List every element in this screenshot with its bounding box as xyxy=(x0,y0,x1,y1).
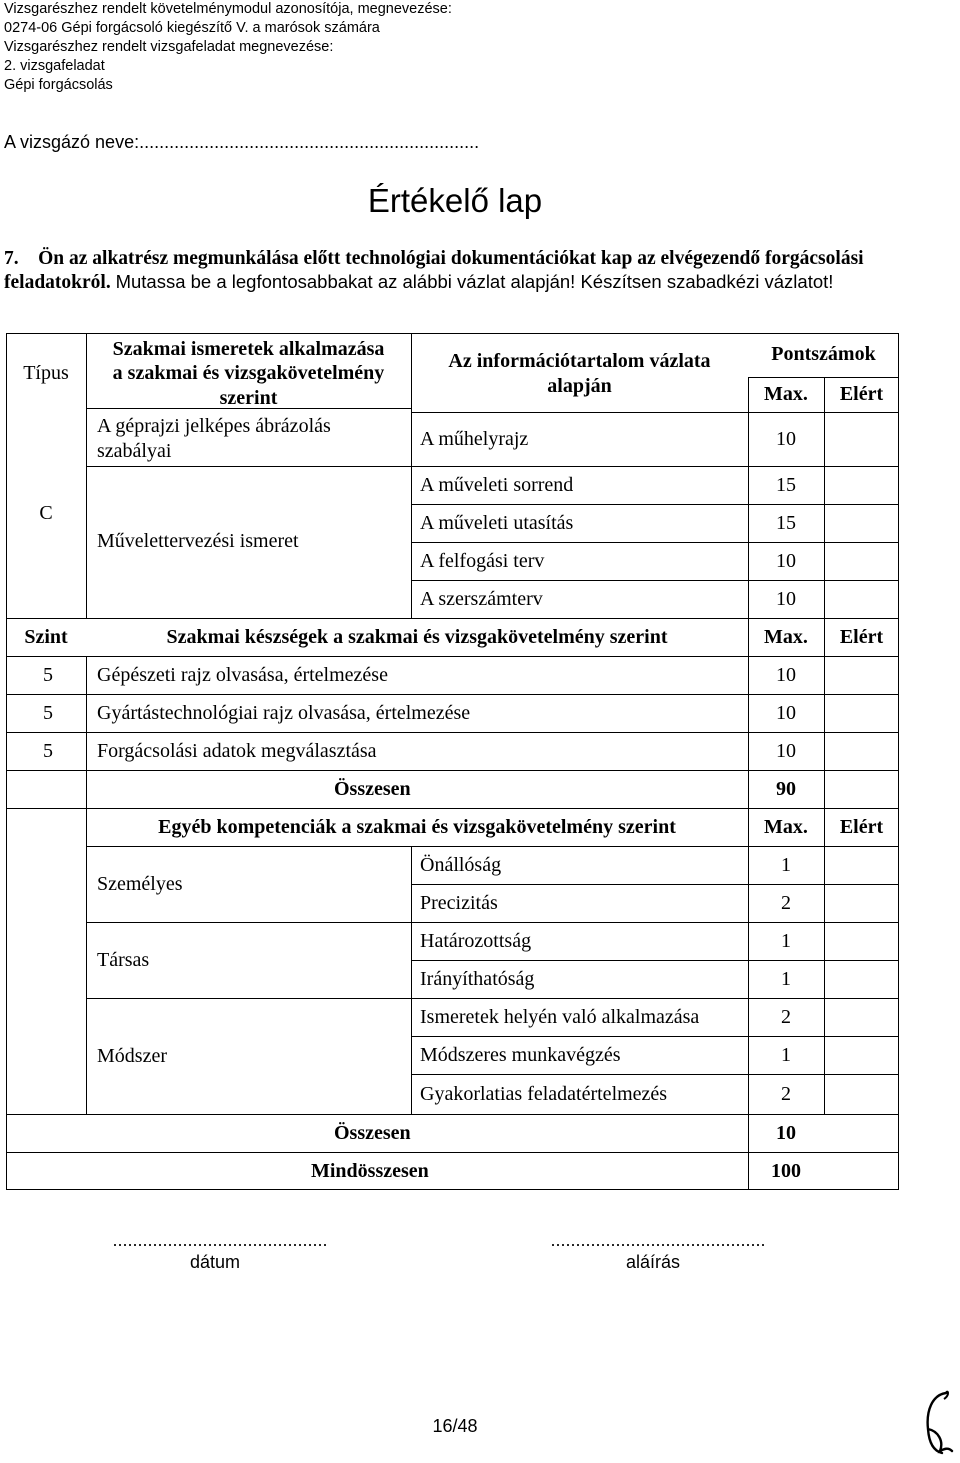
comp-row-label: Önállóság xyxy=(420,854,502,876)
comp-group: Személyes xyxy=(97,873,183,895)
examinee-name-field: A vizsgázó neve:.................................................................... xyxy=(4,132,480,152)
comp-row-label: Irányíthatóság xyxy=(420,968,535,990)
info-row-max: 10 xyxy=(776,550,796,572)
header-line: 2. vizsgafeladat xyxy=(4,58,105,74)
skills-header-max: Max. xyxy=(764,626,808,648)
info-row-label: A műhelyrajz xyxy=(420,428,529,450)
col-header-type: Típus xyxy=(23,362,69,384)
col-header-max: Max. xyxy=(764,383,808,405)
col-header-achieved: Elért xyxy=(839,383,884,405)
info-row-label: A műveleti utasítás xyxy=(420,512,574,534)
comp-total-label: Összesen xyxy=(334,1122,411,1144)
header-line: Vizsgarészhez rendelt vizsgafeladat megnevezése: xyxy=(4,39,334,55)
comp-row-max: 1 xyxy=(781,1044,791,1066)
date-label: dátum xyxy=(189,1252,241,1272)
comp-total-max: 10 xyxy=(776,1122,796,1144)
comp-header-achieved: Elért xyxy=(839,816,884,838)
skill-max: 10 xyxy=(776,702,796,724)
page-number: 16/48 xyxy=(432,1416,478,1436)
knowledge-item: Művelettervezési ismeret xyxy=(97,530,299,552)
skills-total-max: 90 xyxy=(776,778,796,800)
signature-label: aláírás xyxy=(625,1252,681,1272)
col-header-info-2: alapján xyxy=(547,375,612,397)
task-description xyxy=(4,247,909,294)
header-line: 0274-06 Gépi forgácsoló kiegészítő V. a marósok számára xyxy=(4,20,380,36)
info-row-max: 10 xyxy=(776,588,796,610)
col-header-knowledge-3: szerint xyxy=(219,387,278,409)
knowledge-item: szabályai xyxy=(97,440,172,462)
page-title: Értékelő lap xyxy=(367,182,543,219)
task-text-normal: Mutassa be a legfontosabbakat az alábbi vázlat alapján! Készítsen szabadkézi vázlatot! xyxy=(115,271,834,292)
comp-row-label: Határozottság xyxy=(420,930,532,952)
grand-total-max: 100 xyxy=(771,1160,801,1182)
task-text-bold: Ön az alkatrész megmunkálása előtt technológiai dokumentációkat kap az elvégezendő forgácsolási feladatokról. xyxy=(4,248,864,293)
comp-row-label: Ismeretek helyén való alkalmazása xyxy=(420,1006,700,1028)
skill-level: 5 xyxy=(43,664,53,686)
info-row-label: A műveleti sorrend xyxy=(420,474,574,496)
info-row-max: 15 xyxy=(776,512,796,534)
info-row-max: 10 xyxy=(776,428,796,450)
comp-row-label: Precizitás xyxy=(420,892,498,914)
signature-dots: ........................................... xyxy=(550,1230,766,1250)
task-number: 7. xyxy=(4,248,19,269)
col-header-points: Pontszámok xyxy=(771,343,876,365)
comp-header-max: Max. xyxy=(764,816,808,838)
comp-group: Társas xyxy=(97,949,150,971)
date-dots: ........................................... xyxy=(112,1230,328,1250)
comp-row-max: 2 xyxy=(781,892,791,914)
comp-row-max: 1 xyxy=(781,854,791,876)
col-header-info-1: Az információtartalom vázlata xyxy=(448,350,711,372)
comp-row-max: 1 xyxy=(781,968,791,990)
comp-group: Módszer xyxy=(97,1045,167,1067)
document-header xyxy=(4,0,452,95)
skills-header-achieved: Elért xyxy=(839,626,884,648)
comp-row-max: 1 xyxy=(781,930,791,952)
info-row-label: A szerszámterv xyxy=(420,588,543,610)
grand-total-label: Mindösszesen xyxy=(311,1160,429,1182)
skill-max: 10 xyxy=(776,740,796,762)
comp-header-title: Egyéb kompetenciák a szakmai és vizsgakövetelmény szerint xyxy=(158,816,676,838)
info-row-label: A felfogási terv xyxy=(420,550,545,572)
skills-header-title: Szakmai készségek a szakmai és vizsgakövetelmény szerint xyxy=(166,626,668,648)
info-row-max: 15 xyxy=(776,474,796,496)
handwritten-mark-icon xyxy=(918,1385,954,1457)
skills-header-level: Szint xyxy=(24,626,68,648)
comp-row-max: 2 xyxy=(781,1006,791,1028)
skill-max: 10 xyxy=(776,664,796,686)
skill-level: 5 xyxy=(43,702,53,724)
header-line: Vizsgarészhez rendelt követelménymodul azonosítója, megnevezése: xyxy=(4,1,452,17)
type-value: C xyxy=(39,502,53,524)
skill-level: 5 xyxy=(43,740,53,762)
col-header-knowledge-1: Szakmai ismeretek alkalmazása xyxy=(112,338,385,360)
skills-total-label: Összesen xyxy=(334,778,411,800)
skill-label: Gépészeti rajz olvasása, értelmezése xyxy=(97,664,388,686)
comp-row-label: Gyakorlatias feladatértelmezés xyxy=(420,1083,668,1105)
skill-label: Gyártástechnológiai rajz olvasása, értelmezése xyxy=(97,702,471,724)
evaluation-table xyxy=(6,333,899,1190)
header-line: Gépi forgácsolás xyxy=(4,77,113,93)
comp-row-label: Módszeres munkavégzés xyxy=(420,1044,621,1066)
col-header-knowledge-2: a szakmai és vizsgakövetelmény xyxy=(112,362,385,384)
knowledge-item: A géprajzi jelképes ábrázolás xyxy=(97,415,331,437)
skill-label: Forgácsolási adatok megválasztása xyxy=(97,740,377,762)
comp-row-max: 2 xyxy=(781,1083,791,1105)
